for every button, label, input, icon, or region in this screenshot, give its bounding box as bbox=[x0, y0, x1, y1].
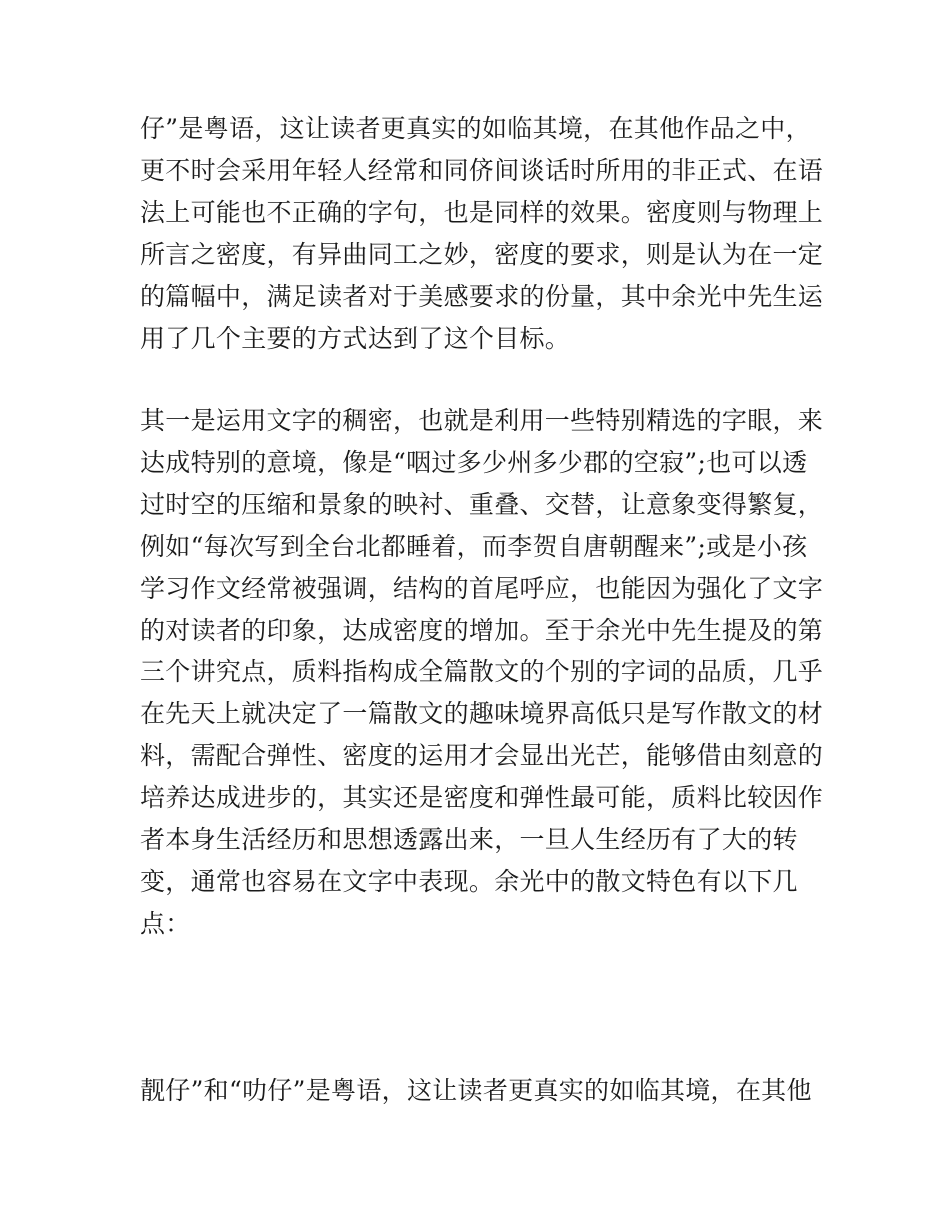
paragraph-2 bbox=[140, 400, 824, 945]
text-line: 变，通常也容易在文字中表现。余光中的散文特色有以下几 bbox=[140, 866, 798, 896]
text-line: 者本身生活经历和思想透露出来，一旦人生经历有了大的转 bbox=[140, 825, 798, 855]
text-line: 料，需配合弹性、密度的运用才会显出光芒，能够借由刻意的 bbox=[140, 741, 824, 771]
text-line: 例如“每次写到全台北都睡着，而李贺自唐朝醒来”;或是小孩 bbox=[140, 531, 808, 561]
text-line: 用了几个主要的方式达到了这个目标。 bbox=[140, 323, 571, 353]
text-line: 其一是运用文字的稠密，也就是利用一些特别精选的字眼，来 bbox=[140, 406, 824, 435]
text-line: 达成特别的意境，像是“咽过多少州多少郡的空寂”;也可以透 bbox=[140, 447, 808, 477]
text-line: 培养达成进步的，其实还是密度和弹性最可能，质料比较因作 bbox=[140, 783, 824, 813]
text-line: 靓仔”和“叻仔”是粤语，这让读者更真实的如临其境，在其他 bbox=[140, 1076, 812, 1105]
text-line: 更不时会采用年轻人经常和同侪间谈话时所用的非正式、在语 bbox=[140, 155, 824, 185]
text-line: 三个讲究点，质料指构成全篇散文的个别的字词的品质，几乎 bbox=[140, 657, 824, 687]
paragraph-3 bbox=[140, 1070, 820, 1112]
text-line: 点： bbox=[140, 908, 191, 938]
text-line: 的篇幅中，满足读者对于美感要求的份量，其中余光中先生运 bbox=[140, 281, 824, 311]
text-line: 学习作文经常被强调，结构的首尾呼应，也能因为强化了文字 bbox=[140, 573, 824, 603]
text-line: 所言之密度，有异曲同工之妙，密度的要求，则是认为在一定 bbox=[140, 239, 824, 269]
text-line: 法上可能也不正确的字句，也是同样的效果。密度则与物理上 bbox=[140, 197, 824, 227]
paragraph-1 bbox=[140, 108, 824, 359]
text-line: 的对读者的印象，达成密度的增加。至于余光中先生提及的第 bbox=[140, 615, 824, 645]
text-line: 仔”是粤语，这让读者更真实的如临其境，在其他作品之中， bbox=[140, 114, 811, 143]
text-line: 过时空的压缩和景象的映衬、重叠、交替，让意象变得繁复， bbox=[140, 489, 824, 519]
text-line: 在先天上就决定了一篇散文的趣味境界高低只是写作散文的材 bbox=[140, 699, 824, 729]
